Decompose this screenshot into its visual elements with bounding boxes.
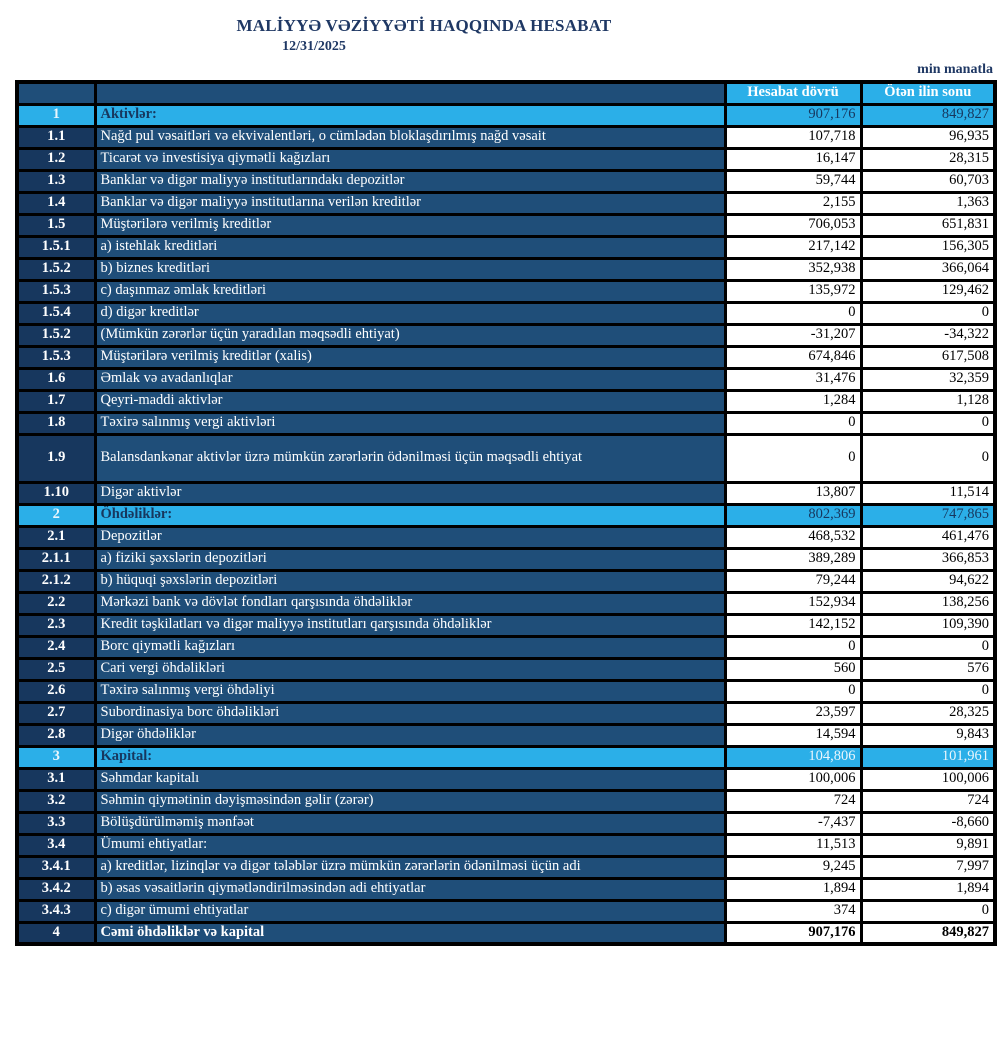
row-label-cell: a) fiziki şəxslərin depozitləri (95, 548, 725, 570)
current-period-value-cell: 152,934 (725, 592, 861, 614)
table-row (17, 900, 995, 922)
row-number-cell: 3.2 (17, 790, 95, 812)
row-label-cell: b) biznes kreditləri (95, 258, 725, 280)
current-period-value-cell: 907,176 (725, 104, 861, 126)
row-number-cell: 1.5.1 (17, 236, 95, 258)
row-number-cell: 2.4 (17, 636, 95, 658)
row-label-cell: Qeyri-maddi aktivlər (95, 390, 725, 412)
current-period-value-cell: 560 (725, 658, 861, 680)
row-label-cell: b) hüquqi şəxslərin depozitləri (95, 570, 725, 592)
table-row (17, 812, 995, 834)
table-row (17, 746, 995, 768)
table-row (17, 390, 995, 412)
table-row (17, 834, 995, 856)
table-row (17, 768, 995, 790)
prior-period-value-cell: 0 (861, 434, 995, 482)
table-row (17, 592, 995, 614)
current-period-value-cell: 0 (725, 302, 861, 324)
row-number-cell: 3.4 (17, 834, 95, 856)
row-number-cell: 1.2 (17, 148, 95, 170)
prior-period-value-cell: -34,322 (861, 324, 995, 346)
row-label-cell: Cəmi öhdəliklər və kapital (95, 922, 725, 944)
row-label-cell: d) digər kreditlər (95, 302, 725, 324)
table-header-row (17, 82, 995, 104)
row-label-cell: Nağd pul vəsaitləri və ekvivalentləri, o cümlədən bloklaşdırılmış nağd vəsait (95, 126, 725, 148)
table-row (17, 214, 995, 236)
prior-period-value-cell: 576 (861, 658, 995, 680)
current-period-value-cell: 389,289 (725, 548, 861, 570)
page-title: MALİYYƏ VƏZİYYƏTİ HAQQINDA HESABAT (236, 16, 612, 35)
current-period-value-cell: 79,244 (725, 570, 861, 592)
row-label-cell: Aktivlər: (95, 104, 725, 126)
row-label-cell: (Mümkün zərərlər üçün yaradılan məqsədli ehtiyat) (95, 324, 725, 346)
header-corner-number-cell (17, 82, 95, 104)
current-period-value-cell: 724 (725, 790, 861, 812)
row-number-cell: 1.5 (17, 214, 95, 236)
prior-period-value-cell: 849,827 (861, 922, 995, 944)
row-label-cell: b) əsas vəsaitlərin qiymətləndirilməsindən adi ehtiyatlar (95, 878, 725, 900)
header-prior-period: Ötən ilin sonu (861, 82, 995, 104)
row-label-cell: Bölüşdürülməmiş mənfəət (95, 812, 725, 834)
table-body (17, 104, 995, 944)
prior-period-value-cell: 9,891 (861, 834, 995, 856)
prior-period-value-cell: 0 (861, 302, 995, 324)
prior-period-value-cell: 7,997 (861, 856, 995, 878)
current-period-value-cell: 9,245 (725, 856, 861, 878)
row-number-cell: 4 (17, 922, 95, 944)
row-label-cell: Səhmin qiymətinin dəyişməsindən gəlir (zərər) (95, 790, 725, 812)
current-period-value-cell: -31,207 (725, 324, 861, 346)
prior-period-value-cell: 32,359 (861, 368, 995, 390)
row-number-cell: 2.3 (17, 614, 95, 636)
table-row (17, 680, 995, 702)
current-period-value-cell: 135,972 (725, 280, 861, 302)
prior-period-value-cell: 461,476 (861, 526, 995, 548)
current-period-value-cell: 352,938 (725, 258, 861, 280)
row-label-cell: c) daşınmaz əmlak kreditləri (95, 280, 725, 302)
table-row (17, 548, 995, 570)
prior-period-value-cell: 0 (861, 412, 995, 434)
current-period-value-cell: 0 (725, 680, 861, 702)
row-label-cell: Təxirə salınmış vergi aktivləri (95, 412, 725, 434)
row-number-cell: 2 (17, 504, 95, 526)
row-number-cell: 2.1.1 (17, 548, 95, 570)
row-label-cell: Banklar və digər maliyyə institutlarındakı depozitlər (95, 170, 725, 192)
row-number-cell: 3.4.1 (17, 856, 95, 878)
current-period-value-cell: 14,594 (725, 724, 861, 746)
current-period-value-cell: 674,846 (725, 346, 861, 368)
row-number-cell: 3 (17, 746, 95, 768)
current-period-value-cell: 16,147 (725, 148, 861, 170)
row-number-cell: 3.3 (17, 812, 95, 834)
row-number-cell: 1.5.2 (17, 258, 95, 280)
table-row (17, 148, 995, 170)
row-number-cell: 1.3 (17, 170, 95, 192)
table-row (17, 368, 995, 390)
prior-period-value-cell: 747,865 (861, 504, 995, 526)
prior-period-value-cell: 100,006 (861, 768, 995, 790)
table-row (17, 790, 995, 812)
prior-period-value-cell: 11,514 (861, 482, 995, 504)
row-number-cell: 2.1.2 (17, 570, 95, 592)
table-row (17, 614, 995, 636)
row-number-cell: 1.5.3 (17, 280, 95, 302)
prior-period-value-cell: 60,703 (861, 170, 995, 192)
row-label-cell: Müştərilərə verilmiş kreditlər (xalis) (95, 346, 725, 368)
current-period-value-cell: 142,152 (725, 614, 861, 636)
prior-period-value-cell: 0 (861, 680, 995, 702)
prior-period-value-cell: 156,305 (861, 236, 995, 258)
prior-period-value-cell: 1,363 (861, 192, 995, 214)
row-label-cell: a) istehlak kreditləri (95, 236, 725, 258)
current-period-value-cell: -7,437 (725, 812, 861, 834)
table-row (17, 878, 995, 900)
row-number-cell: 2.6 (17, 680, 95, 702)
current-period-value-cell: 802,369 (725, 504, 861, 526)
prior-period-value-cell: 9,843 (861, 724, 995, 746)
table-row (17, 324, 995, 346)
row-number-cell: 2.5 (17, 658, 95, 680)
current-period-value-cell: 23,597 (725, 702, 861, 724)
prior-period-value-cell: 94,622 (861, 570, 995, 592)
header-corner-label-cell (95, 82, 725, 104)
table-row (17, 702, 995, 724)
table-row (17, 126, 995, 148)
prior-period-value-cell: 724 (861, 790, 995, 812)
row-number-cell: 1.7 (17, 390, 95, 412)
row-number-cell: 1 (17, 104, 95, 126)
table-row (17, 526, 995, 548)
row-label-cell: Digər öhdəliklər (95, 724, 725, 746)
financial-statement-table (15, 80, 997, 946)
prior-period-value-cell: 0 (861, 900, 995, 922)
current-period-value-cell: 107,718 (725, 126, 861, 148)
table-row (17, 258, 995, 280)
prior-period-value-cell: 0 (861, 636, 995, 658)
row-label-cell: Borc qiymətli kağızları (95, 636, 725, 658)
table-row (17, 636, 995, 658)
current-period-value-cell: 374 (725, 900, 861, 922)
row-number-cell: 1.1 (17, 126, 95, 148)
row-label-cell: Mərkəzi bank və dövlət fondları qarşısında öhdəliklər (95, 592, 725, 614)
table-row (17, 482, 995, 504)
prior-period-value-cell: 138,256 (861, 592, 995, 614)
current-period-value-cell: 59,744 (725, 170, 861, 192)
current-period-value-cell: 907,176 (725, 922, 861, 944)
row-number-cell: 1.5.3 (17, 346, 95, 368)
current-period-value-cell: 31,476 (725, 368, 861, 390)
table-row (17, 170, 995, 192)
current-period-value-cell: 13,807 (725, 482, 861, 504)
table-row (17, 724, 995, 746)
current-period-value-cell: 0 (725, 636, 861, 658)
table-row (17, 434, 995, 482)
row-number-cell: 2.7 (17, 702, 95, 724)
current-period-value-cell: 706,053 (725, 214, 861, 236)
prior-period-value-cell: 101,961 (861, 746, 995, 768)
row-label-cell: Müştərilərə verilmiş kreditlər (95, 214, 725, 236)
report-date: 12/31/2025 (282, 39, 346, 54)
row-number-cell: 3.4.2 (17, 878, 95, 900)
row-label-cell: Ümumi ehtiyatlar: (95, 834, 725, 856)
table-row (17, 280, 995, 302)
prior-period-value-cell: 366,064 (861, 258, 995, 280)
prior-period-value-cell: 109,390 (861, 614, 995, 636)
prior-period-value-cell: 849,827 (861, 104, 995, 126)
row-label-cell: Subordinasiya borc öhdəlikləri (95, 702, 725, 724)
row-number-cell: 2.1 (17, 526, 95, 548)
table-row (17, 236, 995, 258)
current-period-value-cell: 2,155 (725, 192, 861, 214)
prior-period-value-cell: 1,128 (861, 390, 995, 412)
header-current-period: Hesabat dövrü (725, 82, 861, 104)
row-number-cell: 1.6 (17, 368, 95, 390)
row-number-cell: 1.10 (17, 482, 95, 504)
row-label-cell: c) digər ümumi ehtiyatlar (95, 900, 725, 922)
prior-period-value-cell: 1,894 (861, 878, 995, 900)
row-number-cell: 2.8 (17, 724, 95, 746)
prior-period-value-cell: 28,315 (861, 148, 995, 170)
table-row (17, 856, 995, 878)
row-label-cell: Kapital: (95, 746, 725, 768)
table-row (17, 504, 995, 526)
current-period-value-cell: 0 (725, 434, 861, 482)
prior-period-value-cell: 651,831 (861, 214, 995, 236)
current-period-value-cell: 100,006 (725, 768, 861, 790)
row-number-cell: 1.4 (17, 192, 95, 214)
table-row (17, 658, 995, 680)
row-number-cell: 1.5.4 (17, 302, 95, 324)
row-label-cell: Cari vergi öhdəlikləri (95, 658, 725, 680)
prior-period-value-cell: 617,508 (861, 346, 995, 368)
table-row (17, 922, 995, 944)
table-row (17, 104, 995, 126)
row-number-cell: 1.5.2 (17, 324, 95, 346)
unit-note: min manatla (917, 62, 993, 77)
row-label-cell: Təxirə salınmış vergi öhdəliyi (95, 680, 725, 702)
prior-period-value-cell: 129,462 (861, 280, 995, 302)
current-period-value-cell: 1,894 (725, 878, 861, 900)
row-number-cell: 3.1 (17, 768, 95, 790)
row-label-cell: Digər aktivlər (95, 482, 725, 504)
table-row (17, 570, 995, 592)
prior-period-value-cell: 366,853 (861, 548, 995, 570)
row-label-cell: Səhmdar kapitalı (95, 768, 725, 790)
row-label-cell: Balansdankənar aktivlər üzrə mümkün zərərlərin ödənilməsi üçün məqsədli ehtiyat (95, 434, 725, 482)
table-row (17, 346, 995, 368)
row-label-cell: a) kreditlər, lizinqlər və digər tələblər üzrə mümkün zərərlərin ödənilməsi üçün adi (95, 856, 725, 878)
row-label-cell: Öhdəliklər: (95, 504, 725, 526)
row-label-cell: Ticarət və investisiya qiymətli kağızları (95, 148, 725, 170)
row-number-cell: 3.4.3 (17, 900, 95, 922)
row-label-cell: Depozitlər (95, 526, 725, 548)
row-number-cell: 1.8 (17, 412, 95, 434)
current-period-value-cell: 1,284 (725, 390, 861, 412)
table-row (17, 192, 995, 214)
table-row (17, 302, 995, 324)
table-row (17, 412, 995, 434)
prior-period-value-cell: -8,660 (861, 812, 995, 834)
row-number-cell: 2.2 (17, 592, 95, 614)
current-period-value-cell: 11,513 (725, 834, 861, 856)
row-label-cell: Banklar və digər maliyyə institutlarına verilən kreditlər (95, 192, 725, 214)
current-period-value-cell: 217,142 (725, 236, 861, 258)
prior-period-value-cell: 96,935 (861, 126, 995, 148)
row-number-cell: 1.9 (17, 434, 95, 482)
row-label-cell: Kredit təşkilatları və digər maliyyə institutları qarşısında öhdəliklər (95, 614, 725, 636)
prior-period-value-cell: 28,325 (861, 702, 995, 724)
row-label-cell: Əmlak və avadanlıqlar (95, 368, 725, 390)
current-period-value-cell: 104,806 (725, 746, 861, 768)
current-period-value-cell: 0 (725, 412, 861, 434)
current-period-value-cell: 468,532 (725, 526, 861, 548)
